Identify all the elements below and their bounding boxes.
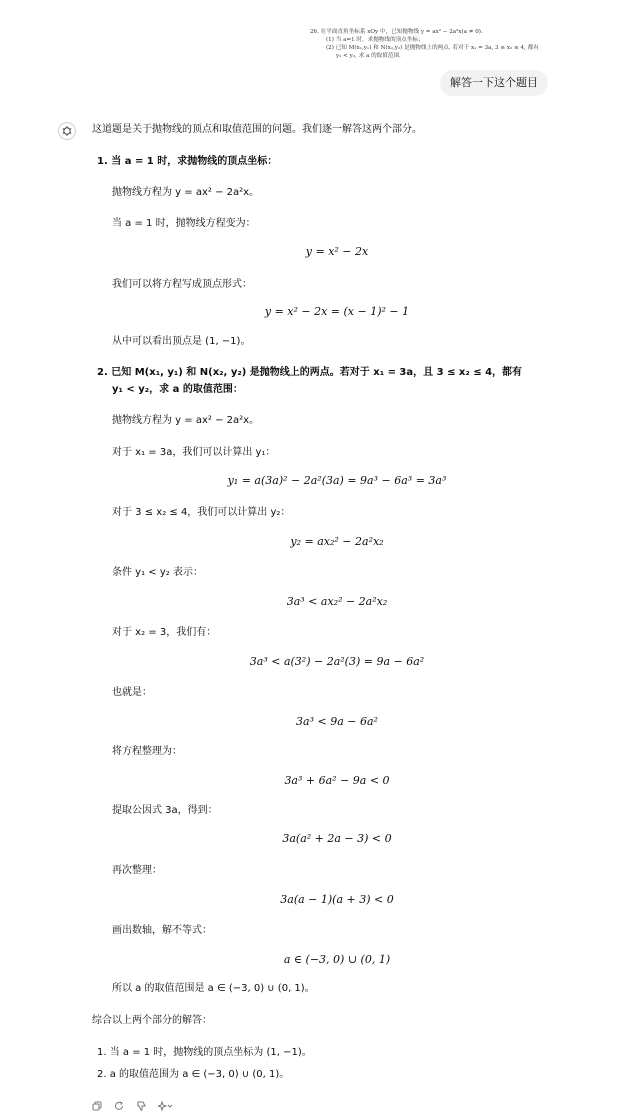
part2-text: 将方程整理为： (112, 746, 182, 757)
equation: y₂ = ax₂² − 2a²x₂ (290, 535, 384, 548)
answer-intro: 这道题是关于抛物线的顶点和取值范围的问题。我们逐一解答这两个部分。 (92, 124, 422, 135)
part2-text: 条件 y₁ < y₂ 表示： (112, 567, 203, 578)
equation: 3a(a − 1)(a + 3) < 0 (280, 893, 394, 906)
equation: 3a³ + 6a² − 9a < 0 (284, 774, 390, 787)
regenerate-icon[interactable] (114, 1101, 124, 1114)
part2-text: 也就是： (112, 687, 152, 698)
part2-text: 对于 x₂ = 3，我们有： (112, 627, 217, 638)
part1-text: 我们可以将方程写成顶点形式： (112, 279, 252, 290)
user-message-bubble: 解答一下这个题目 (440, 70, 548, 96)
equation: 3a³ < ax₂² − 2a²x₂ (286, 595, 388, 608)
part1-text: 抛物线方程为 y = ax² − 2a²x。 (112, 187, 260, 198)
assistant-avatar (58, 122, 76, 140)
problem-image (310, 28, 550, 60)
equation: y = x² − 2x (305, 245, 369, 258)
part2-text: 所以 a 的取值范围是 a ∈ (−3, 0) ∪ (0, 1)。 (112, 983, 315, 994)
problem-line: (1) 当 a=1 时，求抛物线的顶点坐标； (326, 37, 424, 43)
part2-text: 提取公因式 3a，得到： (112, 805, 218, 816)
equation: y = x² − 2x = (x − 1)² − 1 (264, 305, 410, 318)
problem-line: 26. 在平面直角坐标系 xOy 中，已知抛物线 y = ax² − 2a²x(a ≠ 0). (310, 29, 483, 35)
part1-text: 从中可以看出顶点是 (1, −1)。 (112, 336, 251, 347)
summary-intro: 综合以上两个部分的解答： (92, 1015, 212, 1026)
summary-item: 2. a 的取值范围为 a ∈ (−3, 0) ∪ (0, 1)。 (97, 1069, 290, 1080)
part2-text: 对于 x₁ = 3a，我们可以计算出 y₁： (112, 447, 276, 458)
part2-text: 画出数轴，解不等式： (112, 925, 212, 936)
part2-text: 对于 3 ≤ x₂ ≤ 4，我们可以计算出 y₂： (112, 507, 291, 518)
part2-heading: 2. 已知 M(x₁, y₁) 和 N(x₂, y₂) 是抛物线上的两点。若对于 x₁ = 3a，且 3 ≤ x₂ ≤ 4，都有 (97, 367, 523, 378)
part2-text: 再次整理： (112, 865, 162, 876)
equation: y₁ = a(3a)² − 2a²(3a) = 9a³ − 6a³ = 3a³ (227, 474, 447, 487)
part2-heading: y₁ < y₂，求 a 的取值范围： (112, 384, 243, 395)
copy-icon[interactable] (92, 1101, 102, 1114)
openai-logo-icon (61, 125, 73, 137)
sparkle-icon[interactable] (158, 1101, 172, 1114)
summary-item: 1. 当 a = 1 时，抛物线的顶点坐标为 (1, −1)。 (97, 1047, 312, 1058)
problem-line: y₁ < y₂, 求 a 的取值范围. (336, 53, 401, 59)
part2-text: 抛物线方程为 y = ax² − 2a²x。 (112, 415, 260, 426)
problem-line: (2) 已知 M(x₁,y₁) 和 N(x₂,y₂) 是抛物线上的两点. 若对于 x₁ = 3a, 3 ≤ x₂ ≤ 4, 都有 (326, 45, 539, 51)
part1-text: 当 a = 1 时，抛物线方程变为： (112, 218, 256, 229)
equation: 3a³ < 9a − 6a² (296, 715, 378, 728)
part1-heading: 1. 当 a = 1 时，求抛物线的顶点坐标： (97, 156, 278, 167)
equation: a ∈ (−3, 0) ∪ (0, 1) (283, 953, 391, 966)
message-actions (92, 1096, 179, 1115)
thumbs-down-icon[interactable] (136, 1101, 146, 1114)
equation: 3a(a² + 2a − 3) < 0 (282, 832, 392, 845)
equation: 3a³ < a(3²) − 2a²(3) = 9a − 6a² (249, 655, 425, 668)
